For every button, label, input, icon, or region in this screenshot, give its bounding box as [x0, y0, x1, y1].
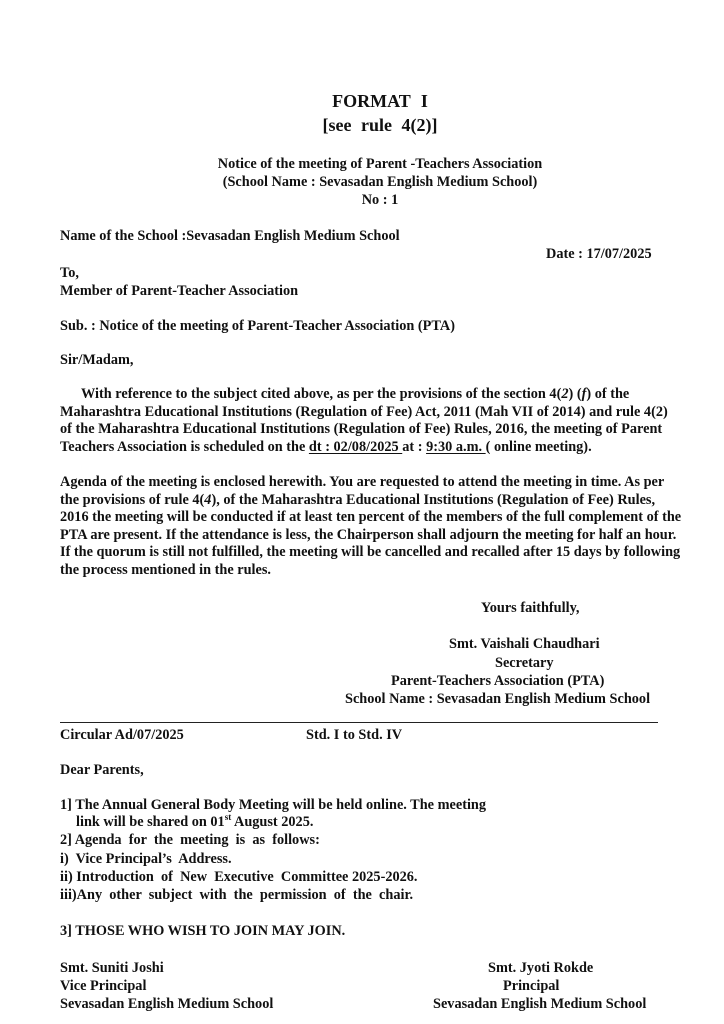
notice-title: Notice of the meeting of Parent -Teachers Association	[217, 156, 543, 172]
circular-item-1-line1: 1] The Annual General Body Meeting will be held online. The meeting	[60, 797, 487, 813]
meeting-time: 9:30 a.m.	[426, 438, 486, 455]
circular-salutation: Dear Parents,	[60, 762, 144, 778]
para2-line3: 2016 the meeting will be conducted if at least ten percent of the members of the full complement of the	[60, 509, 682, 526]
format-title: FORMAT I	[332, 91, 428, 111]
para1-line1: With reference to the subject cited above, as per the provisions of the section 4(2) (f) of the	[81, 386, 630, 402]
signature-right-title: Principal	[503, 978, 560, 994]
closing: Yours faithfully,	[481, 600, 580, 616]
para1-line2: Maharashtra Educational Institutions (Regulation of Fee) Act, 2011 (Mah VII of 2014) and rule 4(2)	[60, 403, 668, 420]
divider-line	[60, 722, 658, 723]
notice-school-line: (School Name : Sevasadan English Medium School)	[222, 174, 538, 190]
para2-line2: the provisions of rule 4(4), of the Maharashtra Educational Institutions (Regulation of Fee) Rules,	[60, 491, 656, 508]
para1-line4: Teachers Association is scheduled on the dt : 02/08/2025 at : 9:30 a.m. ( online meeting).	[60, 438, 592, 455]
para2-line6: the process mentioned in the rules.	[60, 561, 272, 578]
para2-line5: If the quorum is still not fulfilled, the meeting will be cancelled and recalled after 15 days by following	[60, 544, 681, 561]
circular-item-1-line2: link will be shared on 01st August 2025.	[76, 812, 314, 830]
para2-line1: Agenda of the meeting is enclosed herewith. You are requested to attend the meeting in time. As per	[60, 474, 665, 490]
paragraph-reference	[60, 386, 700, 456]
circular-number: Circular Ad/07/2025	[60, 727, 184, 743]
meeting-date: dt : 02/08/2025	[308, 438, 403, 455]
signature-left-title: Vice Principal	[60, 978, 147, 994]
salutation: Sir/Madam,	[60, 352, 134, 368]
school-name-line: Name of the School :Sevasadan English Medium School	[60, 228, 400, 244]
rule-reference: [see rule 4(2)]	[322, 115, 438, 135]
signature-right-name: Smt. Jyoti Rokde	[488, 960, 594, 976]
signatory-title: Secretary	[495, 655, 554, 671]
circular-item-3: 3] THOSE WHO WISH TO JOIN MAY JOIN.	[60, 923, 346, 939]
signatory-school: School Name : Sevasadan English Medium School	[345, 691, 651, 707]
signature-right-school: Sevasadan English Medium School	[433, 996, 647, 1012]
para1-line3: of the Maharashtra Educational Institutions (Regulation of Fee) Rules, 2016, the meeting of Parent	[60, 421, 663, 438]
agenda-item: ii) Introduction of New Executive Committee 2025-2026.	[60, 869, 418, 885]
signature-left-name: Smt. Suniti Joshi	[60, 960, 164, 976]
paragraph-agenda-quorum	[60, 474, 700, 580]
para2-line4: PTA are present. If the attendance is less, the Chairperson shall adjourn the meeting for half an hour.	[60, 526, 677, 543]
notice-number: No : 1	[361, 192, 399, 208]
addressee-to: To,	[60, 265, 79, 281]
signatory-organization: Parent-Teachers Association (PTA)	[391, 673, 605, 689]
circular-standards: Std. I to Std. IV	[306, 727, 403, 743]
addressee: Member of Parent-Teacher Association	[60, 283, 299, 299]
agenda-item: iii)Any other subject with the permission of the chair.	[60, 887, 414, 903]
agenda-item: i) Vice Principal’s Address.	[60, 851, 232, 867]
letter-date: Date : 17/07/2025	[546, 246, 652, 262]
signature-left-school: Sevasadan English Medium School	[60, 996, 274, 1012]
circular-item-2: 2] Agenda for the meeting is as follows:	[60, 832, 320, 848]
subject-line: Sub. : Notice of the meeting of Parent-Teacher Association (PTA)	[60, 318, 455, 334]
signatory-name: Smt. Vaishali Chaudhari	[449, 636, 600, 652]
